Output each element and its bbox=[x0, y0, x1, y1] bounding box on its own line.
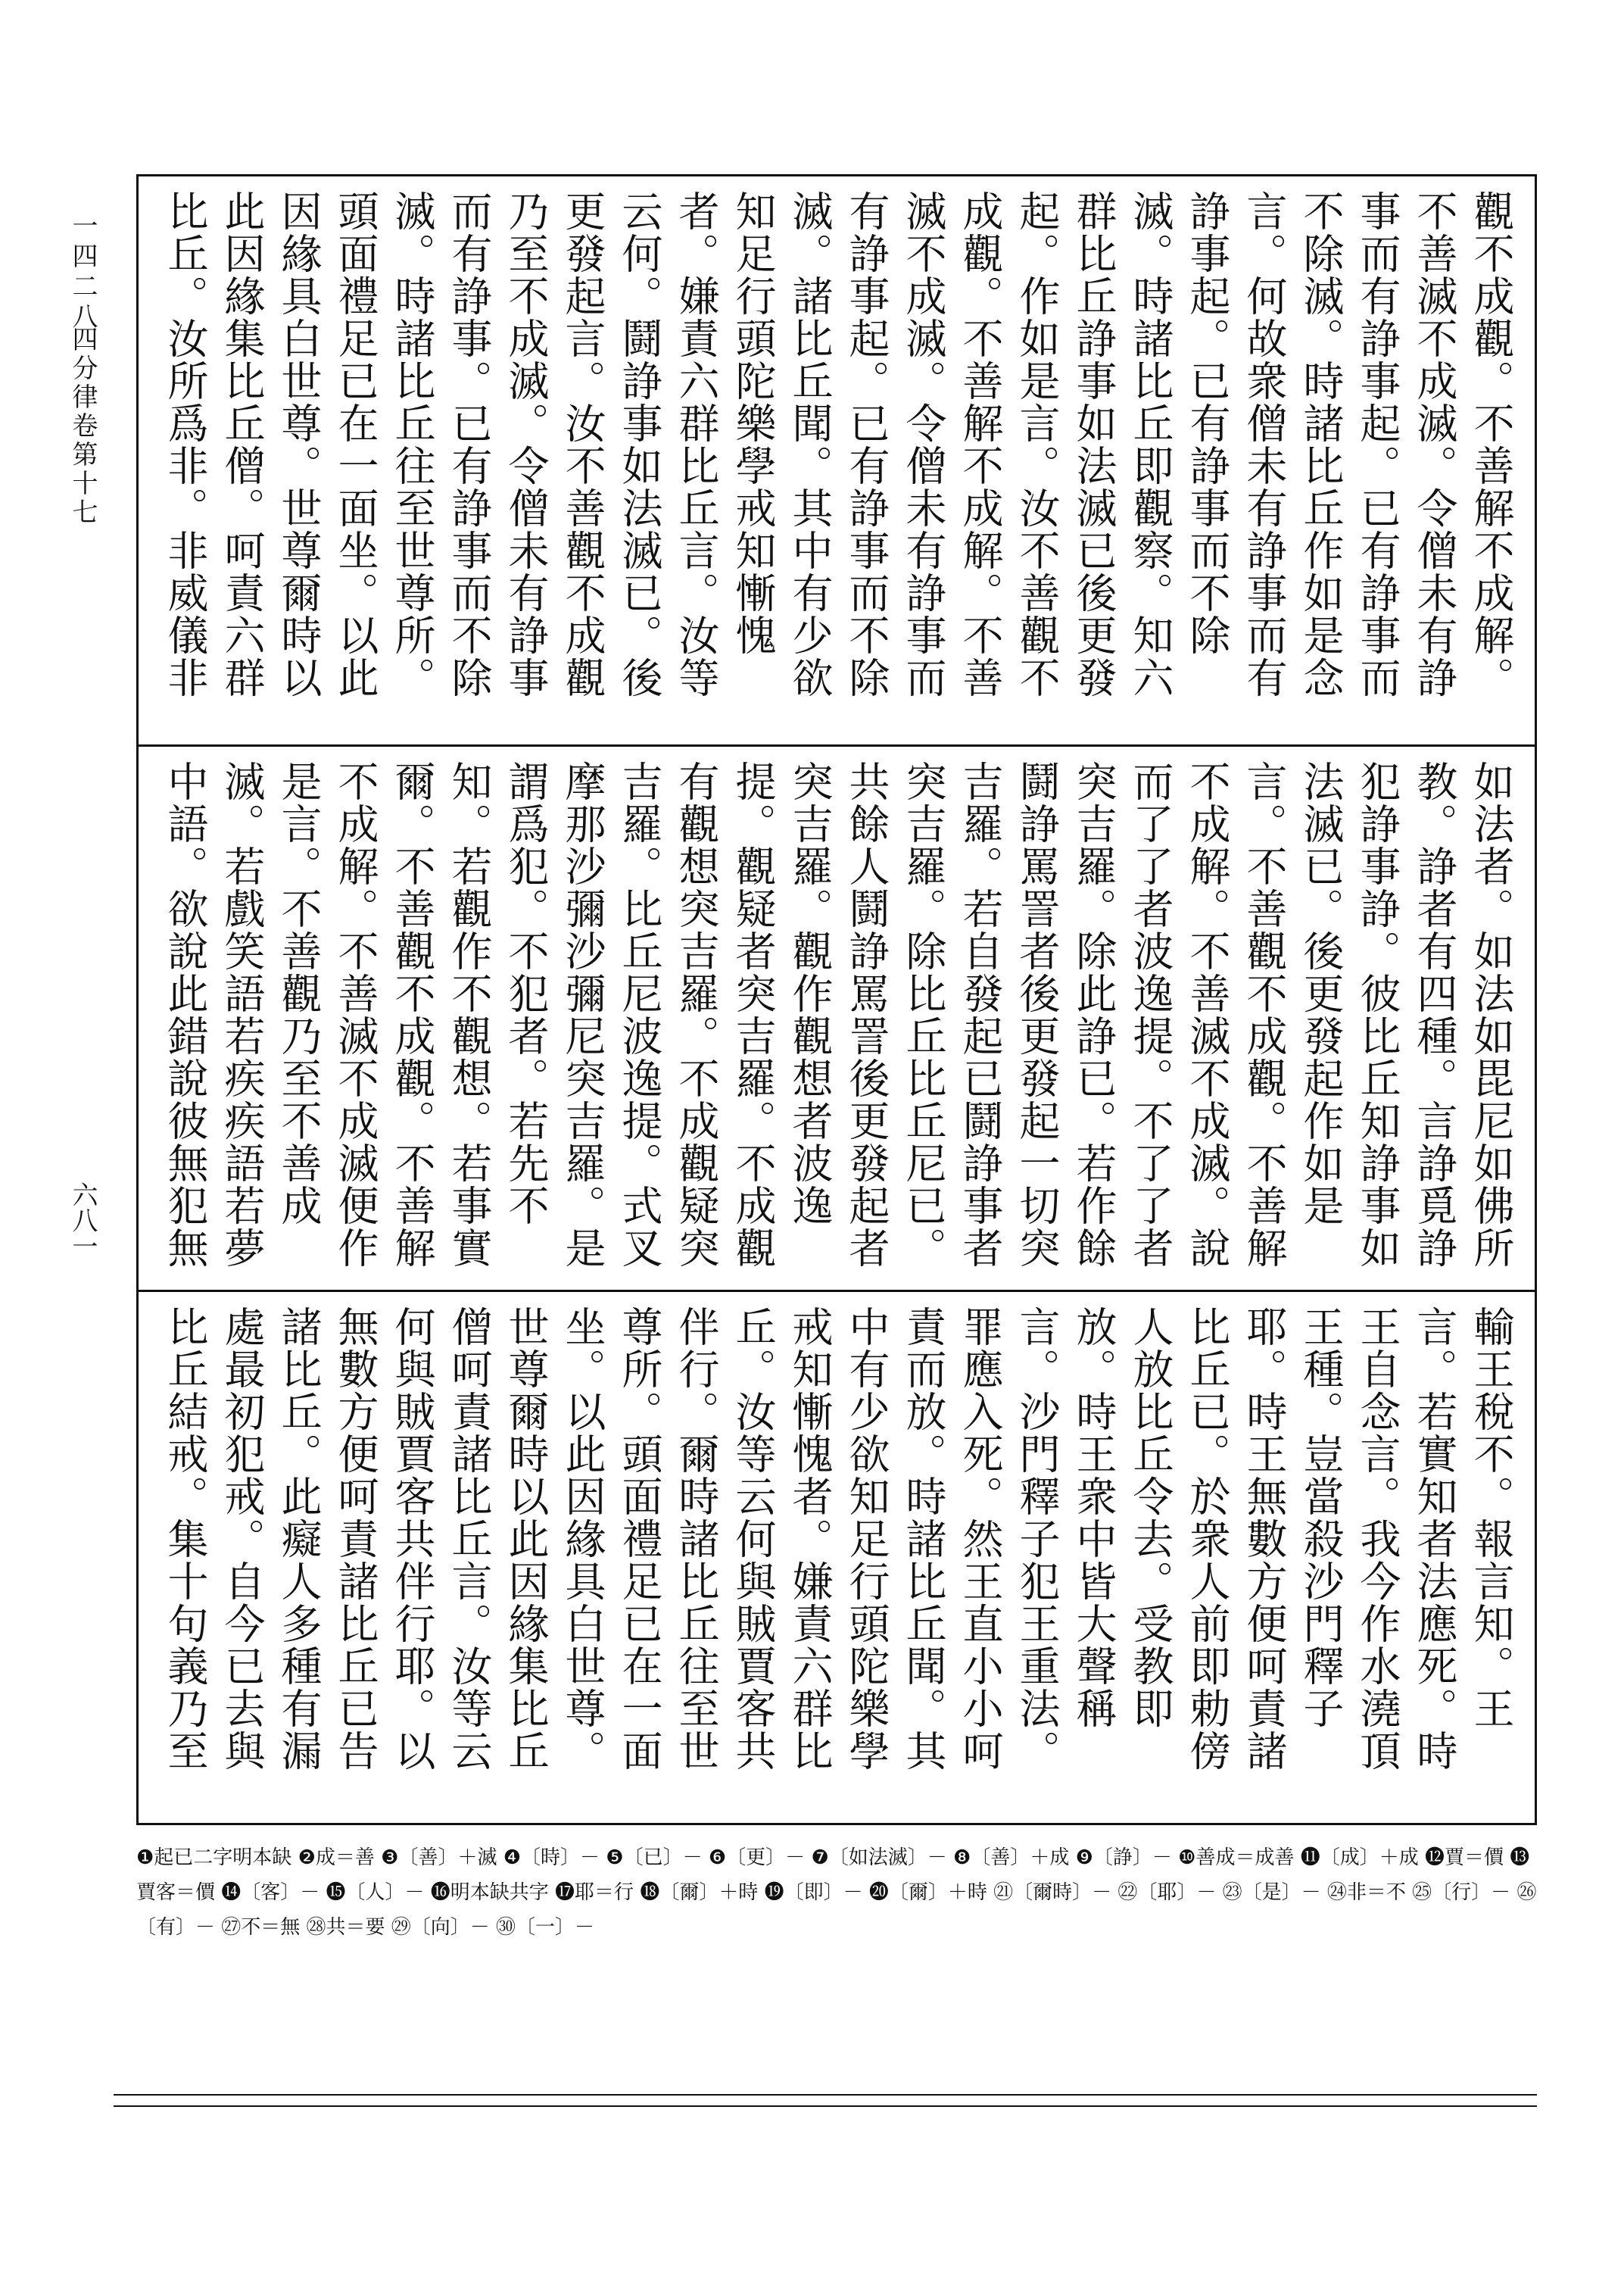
register-middle bbox=[139, 744, 1535, 1290]
column-text-top: 觀不成觀。不善解不成解。不善滅不成滅。令僧未有諍事而有諍事起。已有諍事而不除滅。時諸比丘作如是念言。何故衆僧未有諍事而有諍事起。已有諍事而不除滅。時諸比丘即觀察。知六群比丘諍事如法滅已後更發起。作如是言。汝不善觀不成觀。不善解不成解。不善滅不成滅。令僧未有諍事而有諍事起。已有諍事而不除滅。諸比丘聞。其中有少欲知足行頭陀樂學戒知慚愧者。嫌責六群比丘言。汝等云何。鬪諍事如法滅已。後更發起言。汝不善觀不成觀乃至不成滅。令僧未有諍事而有諍事。已有諍事而不除滅。時諸比丘往至世尊所。頭面禮足已在一面坐。以此因緣具白世尊。世尊爾時以此因緣集比丘僧。呵責六群比丘。汝所爲非。非威儀非 bbox=[161, 190, 1515, 699]
text-frame bbox=[136, 174, 1537, 1825]
register-top bbox=[139, 176, 1535, 744]
bottom-rule-double bbox=[114, 2105, 1537, 2107]
folio-number: 六八一 bbox=[67, 1181, 98, 1259]
column-text-middle: 如法者。如法如毘尼如佛所教。諍者有四種。言諍覓諍犯諍事諍。彼比丘知諍事如法滅已。後更發起作如是言。不善觀不成觀。不善解不成解。不善滅不成滅。說而了了者波逸提。不了了者突吉羅。除此諍已。若作餘鬪諍罵詈者後更發起一切突吉羅。若自發起已鬪諍事者突吉羅。除比丘比丘尼已。共餘人鬪諍罵詈後更發起者突吉羅。觀作觀想者波逸提。觀疑者突吉羅。不成觀有觀想突吉羅。不成觀疑突吉羅。比丘尼波逸提。式叉摩那沙彌沙彌尼突吉羅。是謂爲犯。不犯者。若先不知。若觀作不觀想。若事實爾。不善觀不成觀。不善解不成解。不善滅不成滅便作是言。不善觀乃至不善成滅。若戲笑語若疾疾語若夢中語。欲說此錯說彼無犯無 bbox=[161, 760, 1515, 1269]
book-title: 四分律卷第十七 bbox=[67, 326, 98, 527]
footnotes: ❶起已二字明本缺 ❷成＝善 ❸〔善〕＋滅 ❹〔時〕－ ❺〔已〕－ ❻〔更〕－ ❼〔如法滅〕－ ❽〔善〕＋成 ❾〔諍〕－ ❿善成＝成善 ⓫〔成〕＋成 ⓬賈＝價 ⓭賈客＝價 ⓮〔客〕－ ⓯〔人〕－ ⓰明本缺共字 ⓱耶＝行 ⓲〔爾〕＋時 ⓳〔即〕－ ⓴〔爾〕＋時 ㉑〔爾時〕－ ㉒〔耶〕－ ㉓〔是〕－ ㉔非＝不 ㉕〔行〕－ ㉖〔有〕－ ㉗不＝無 ㉘共＝要 ㉙〔向〕－ ㉚〔一〕－ bbox=[136, 1846, 1537, 1939]
bottom-rule bbox=[114, 2094, 1537, 2096]
page-number: 一四二八 bbox=[67, 212, 98, 333]
column-text-bottom: 輸王稅不。報言知。王言。若實知者法應死。時王自念言。我今作水澆頂王種。豈當殺沙門釋子耶。時王無數方便呵責諸比丘已。於衆人前即勅傍人放比丘令去。受教即放。時王衆中皆大聲稱言。沙門釋子犯王重法。罪應入死。然王直小小呵責而放。時諸比丘聞。其中有少欲知足行頭陀樂學戒知慚愧者。嫌責六群比丘。汝等云何與賊賈客共伴行。爾時諸比丘往至世尊所。頭面禮足已在一面坐。以此因緣具白世尊。世尊爾時以此因緣集比丘僧呵責諸比丘言。汝等云何與賊賈客共伴行耶。以無數方便呵責諸比丘已告諸比丘。此癡人多種有漏處最初犯戒。自今已去與比丘結戒。集十句義乃至 bbox=[161, 1306, 1515, 1772]
register-bottom bbox=[139, 1290, 1535, 1827]
